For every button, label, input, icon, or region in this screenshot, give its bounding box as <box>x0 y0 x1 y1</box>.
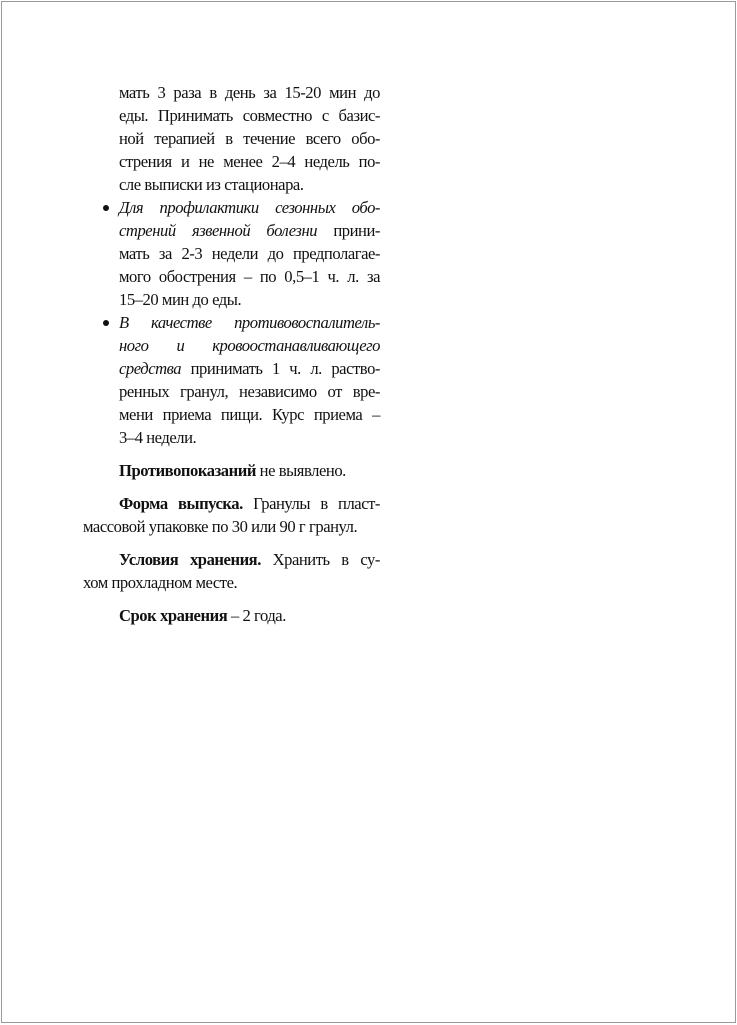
document-page <box>1 1 736 1023</box>
bold-heading: Форма выпуска. <box>119 494 243 513</box>
bullet-icon <box>103 205 109 211</box>
italic-text: В качестве противовоспалитель- <box>119 313 380 332</box>
text-line: стрения и не менее 2–4 недель по- <box>119 152 380 171</box>
text-line <box>83 334 380 357</box>
text-line: сле выписки из стационара. <box>119 175 304 194</box>
release-form-paragraph <box>83 492 380 538</box>
text-line: 3–4 недели. <box>119 428 197 447</box>
italic-text: стрений язвенной болезни <box>119 221 318 240</box>
italic-text: средства <box>119 359 182 378</box>
text-line: еды. Принимать совместно с базис- <box>119 106 380 125</box>
bold-heading: Условия хранения. <box>119 550 261 569</box>
text-line: мени приема пищи. Курс приема – <box>119 405 380 424</box>
text-line <box>83 219 380 242</box>
text-line: массовой упаковке по 30 или 90 г гранул. <box>83 517 358 536</box>
text-span: – 2 года. <box>227 606 286 625</box>
text-line: хом прохладном месте. <box>83 573 238 592</box>
text-line: мать 3 раза в день за 15-20 мин до <box>119 83 380 102</box>
italic-text: Для профилактики сезонных обо- <box>119 198 380 217</box>
text-line: ной терапией в течение всего обо- <box>119 129 380 148</box>
italic-text: ного и кровоостанавливающего <box>119 336 380 355</box>
text-line: 15–20 мин до еды. <box>119 290 242 309</box>
text-span: Гранулы в пласт- <box>242 494 380 513</box>
text-span: не выявлено. <box>255 461 346 480</box>
text-line: мать за 2-3 недели до предполагае- <box>119 244 380 263</box>
bullet-icon <box>103 320 109 326</box>
text-span: Хранить в су- <box>260 550 380 569</box>
bullet-item-prophylaxis <box>83 196 380 219</box>
text-line: мого обострения – по 0,5–1 ч. л. за <box>119 267 380 286</box>
text-column <box>83 81 380 627</box>
bullet-item-anti-inflammatory <box>83 311 380 334</box>
shelf-life-paragraph <box>83 604 380 627</box>
text-line <box>83 357 380 380</box>
text-line: ренных гранул, независимо от вре- <box>119 382 380 401</box>
contraindications-paragraph <box>83 459 380 482</box>
storage-paragraph <box>83 548 380 594</box>
text-line <box>83 548 380 571</box>
text-line <box>83 492 380 515</box>
text-span: принимать 1 ч. л. раство- <box>181 359 380 378</box>
text-span: прини- <box>317 221 380 240</box>
bold-heading: Срок хранения <box>119 606 228 625</box>
bold-heading: Противопоказаний <box>119 461 256 480</box>
